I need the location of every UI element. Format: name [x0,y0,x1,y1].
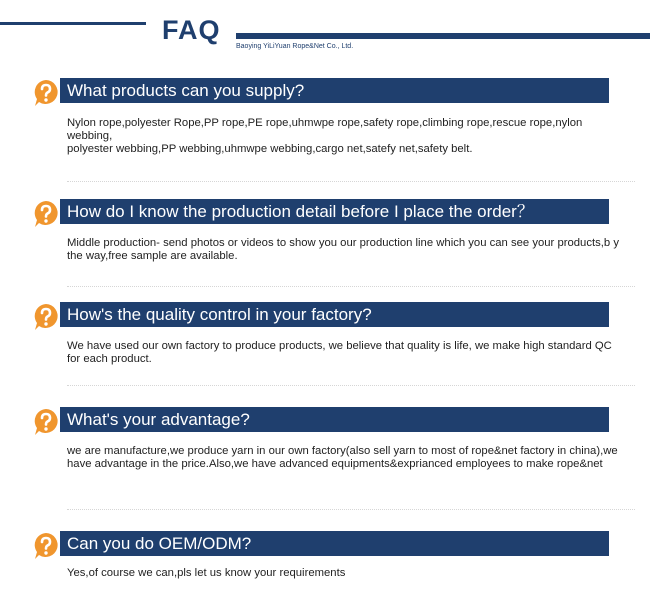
question-mark-bubble-icon [31,78,61,108]
company-name: Baoying YiLiYuan Rope&Net Co., Ltd. [236,43,354,50]
header-divider-left [0,22,146,25]
question-text: How do I know the production detail before I place the order？ [67,202,534,221]
question-text: How's the quality control in your factory? [67,305,372,324]
page-title: FAQ [162,15,221,45]
question-mark-bubble-icon [31,407,61,437]
answer-text: Middle production- send photos or videos to show you our production line which you can see your products,b y the way,free sample are available. [67,237,619,262]
divider [67,286,635,287]
question-mark-bubble-icon [31,302,61,332]
question-text: What products can you supply? [67,81,305,100]
faq-header [0,0,650,60]
header-divider-right [236,33,650,39]
question-text: Can you do OEM/ODM? [67,534,252,553]
question-mark-bubble-icon [31,199,61,229]
question-mark-bubble-icon [31,531,61,561]
question-text: What's your advantage? [67,410,250,429]
answer-text: We have used our own factory to produce products, we believe that quality is life, we make high standard QC for each product. [67,340,612,365]
answer-text: Nylon rope,polyester Rope,PP rope,PE rope,uhmwpe rope,safety rope,climbing rope,rescue rope,nylon webbing, polyester webbing,PP webbing,uhmwpe webbing,cargo net,satefy net,safety belt. [67,117,583,155]
divider [67,181,635,182]
answer-text: Yes,of course we can,pls let us know your requirements [67,567,346,579]
divider [67,385,635,386]
answer-text: we are manufacture,we produce yarn in our own factory(also sell yarn to most of rope&net factory in china),we have advantage in the price.Also,we have advanced equipments&exprianced employees to make rope&net [67,445,618,470]
divider [67,509,635,510]
